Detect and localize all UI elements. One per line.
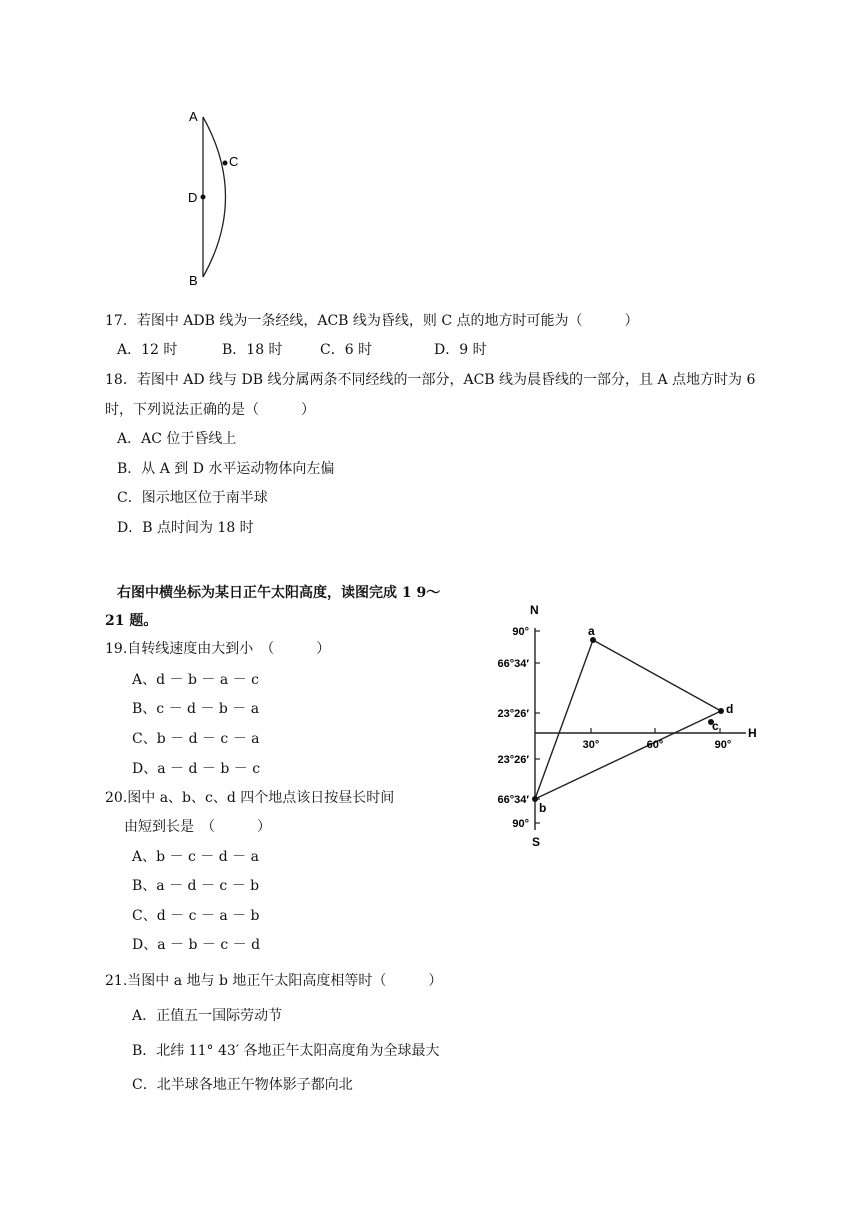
q17-option-d: D．9 时 [434, 342, 487, 358]
y-tick-label: 23°26′ [497, 708, 529, 720]
section-intro-line1: 右图中横坐标为某日正午太阳高度，读图完成 1 9～ [117, 585, 441, 601]
q18-option-a: A．AC 位于昏线上 [117, 431, 237, 447]
q18-stem-line2: 时，下列说法正确的是（ ） [105, 402, 315, 418]
q17-option-a: A．12 时 [117, 342, 178, 358]
q20-option-c: C、d － c － a － b [132, 908, 260, 924]
q21-stem: 21.当图中 a 地与 b 地正午太阳高度相等时（ ） [105, 973, 443, 989]
point-b [532, 796, 538, 802]
q17-stem: 17．若图中 ADB 线为一条经线，ACB 线为昏线，则 C 点的地方时可能为（ ） [105, 313, 639, 329]
label-h-axis: H [748, 726, 757, 740]
y-tick-label: 23°26′ [497, 754, 529, 766]
edge-a-d [593, 640, 721, 711]
label-south: S [532, 835, 541, 849]
y-tick-label: 66°34′ [497, 658, 529, 670]
q17-option-b: B．18 时 [222, 342, 283, 358]
q21-option-c: C．北半球各地正午物体影子都向北 [132, 1077, 353, 1093]
label-d: D [188, 190, 198, 205]
section-intro-line2: 21 题。 [105, 613, 158, 629]
q19-option-c: C、b － d － c － a [132, 731, 260, 747]
arc-line-acb [203, 117, 226, 277]
q20-option-a: A、b － c － d － a [132, 849, 259, 865]
q18-option-d: D．B 点时间为 18 时 [117, 520, 254, 536]
label-b: b [539, 801, 547, 815]
y-tick-marks [535, 631, 540, 823]
q19-option-a: A、d － b － a － c [132, 672, 259, 688]
y-tick-label: 90° [512, 818, 529, 830]
q17-option-c: C．6 时 [320, 342, 373, 358]
point-d [201, 195, 206, 200]
label-c: c [712, 719, 719, 733]
label-north: N [530, 603, 539, 617]
x-tick-label: 30° [582, 739, 600, 751]
point-c [223, 161, 228, 166]
q21-option-a: A．正值五一国际劳动节 [132, 1008, 283, 1024]
y-tick-label: 90° [512, 626, 529, 638]
q20-option-d: D、a － b － c － d [132, 937, 261, 953]
label-b: B [189, 273, 198, 288]
q20-stem-line2: 由短到长是 （ ） [124, 819, 271, 835]
q21-option-b: B．北纬 11° 43′ 各地正午太阳高度角为全球最大 [132, 1043, 440, 1059]
figure-arc-diagram [180, 105, 240, 288]
q18-option-c: C．图示地区位于南半球 [117, 490, 268, 506]
q19-option-b: B、c － d － b － a [132, 701, 260, 717]
point-d [718, 708, 724, 714]
x-tick-label: 60° [646, 739, 664, 751]
q19-option-d: D、a － d － b － c [132, 761, 261, 777]
q20-option-b: B、a － d － c － b [132, 878, 260, 894]
x-tick-marks [591, 728, 720, 733]
y-tick-label: 66°34′ [497, 794, 529, 806]
q19-stem: 19.自转线速度由大到小 （ ） [105, 641, 331, 657]
q20-stem-line1: 20.图中 a、b、c、d 四个地点该日按昼长时间 [105, 790, 395, 806]
q18-stem-line1: 18．若图中 AD 线与 DB 线分属两条不同经线的一部分，ACB 线为晨昏线的一部分，且 A 点地方时为 6 [105, 372, 756, 388]
q18-option-b: B．从 A 到 D 水平运动物体向左偏 [117, 461, 335, 477]
x-tick-label: 90° [714, 739, 732, 751]
label-a: A [189, 109, 198, 124]
figure-noon-altitude-diagram [480, 600, 780, 860]
label-d: d [726, 702, 734, 716]
label-c: C [229, 154, 239, 169]
label-a: a [588, 624, 595, 638]
